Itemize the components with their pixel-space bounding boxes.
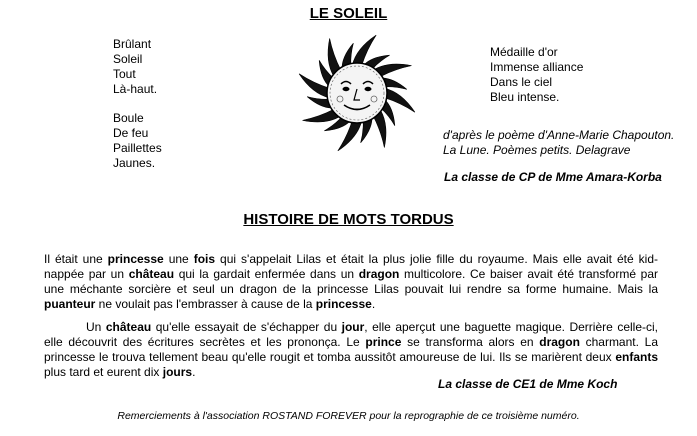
text-run: une (163, 252, 194, 266)
text-run: ne voulait pas l'embrasser à cause de la (95, 297, 316, 311)
poem-credit (443, 128, 674, 158)
page-title: LE SOLEIL (309, 5, 388, 22)
footer-acknowledgement: Remerciements à l'association ROSTAND FOREVER pour la reprographie de ce troisième numéro. (117, 410, 580, 422)
poem-line: Médaille d'or (490, 45, 558, 59)
text-run: . (192, 365, 196, 379)
poem-line: Dans le ciel (490, 75, 553, 89)
poem-right (490, 45, 583, 105)
credit-line: d'après le poème d'Anne-Marie Chapouton. (443, 128, 675, 142)
emphasized-word: château (128, 267, 175, 281)
poem-line: Bleu intense. (490, 90, 560, 104)
credit-line: La Lune. Poèmes petits. Delagrave (443, 143, 631, 157)
class-byline-cp: La classe de CP de Mme Amara-Korba (444, 170, 662, 184)
emphasized-word: enfants (615, 350, 658, 364)
text-run: , elle aperçut une baguette magique. Derrière celle-ci, elle découvrit des écritures secrètes et les prononça. Le (44, 320, 658, 349)
emphasized-word: puanteur (44, 297, 96, 311)
poem-line: Jaunes. (113, 156, 156, 170)
text-run: multicolore. Ce baiser avait été transformé par une méchante sorcière et seul un dragon de la princesse Lilas pouvait lui rendre sa forme humaine. Mais la (44, 267, 658, 296)
poem-left (113, 37, 162, 171)
text-run: qui la gardait enfermée dans un (174, 267, 359, 281)
text-run: . (371, 297, 376, 311)
emphasized-word: fois (193, 252, 216, 266)
emphasized-word: jours (162, 365, 193, 379)
class-byline-ce1: La classe de CE1 de Mme Koch (438, 377, 618, 391)
text-run: Un (86, 320, 106, 334)
emphasized-word: dragon (539, 335, 580, 349)
story-paragraph-1 (44, 252, 658, 312)
text-run: charmant. La princesse le trouva tellement beau qu'elle rougit et tomba aussitôt amoureuse de lui. Ils se marièrent deux (44, 335, 658, 364)
sun-face-icon (294, 29, 420, 157)
poem-line: Tout (113, 67, 136, 81)
emphasized-word: princesse (107, 252, 164, 266)
emphasized-word: princesse (315, 297, 372, 311)
emphasized-word: prince (365, 335, 402, 349)
emphasized-word: jour (341, 320, 365, 334)
poem-line: Immense alliance (490, 60, 584, 74)
text-run: plus tard et eurent dix (44, 365, 163, 379)
poem-line: Soleil (113, 52, 143, 66)
text-run: qu'elle essayait de s'échapper du (151, 320, 342, 334)
story-paragraph-2 (44, 320, 658, 380)
poem-line: Boule (113, 111, 144, 125)
emphasized-word: dragon (358, 267, 400, 281)
section-title: HISTOIRE DE MOTS TORDUS (243, 211, 454, 228)
poem-line: Brûlant (113, 37, 152, 51)
poem-line: De feu (113, 126, 149, 140)
text-run: se transforma alors en (401, 335, 540, 349)
text-run: qui s'appelait Lilas et était la plus jolie fille du royaume. Mais elle avait été kid-nappée par un (44, 252, 658, 281)
text-run: Il était une (44, 252, 108, 266)
poem-line: Là-haut. (113, 82, 158, 96)
emphasized-word: château (105, 320, 152, 334)
poem-line: Paillettes (113, 141, 162, 155)
